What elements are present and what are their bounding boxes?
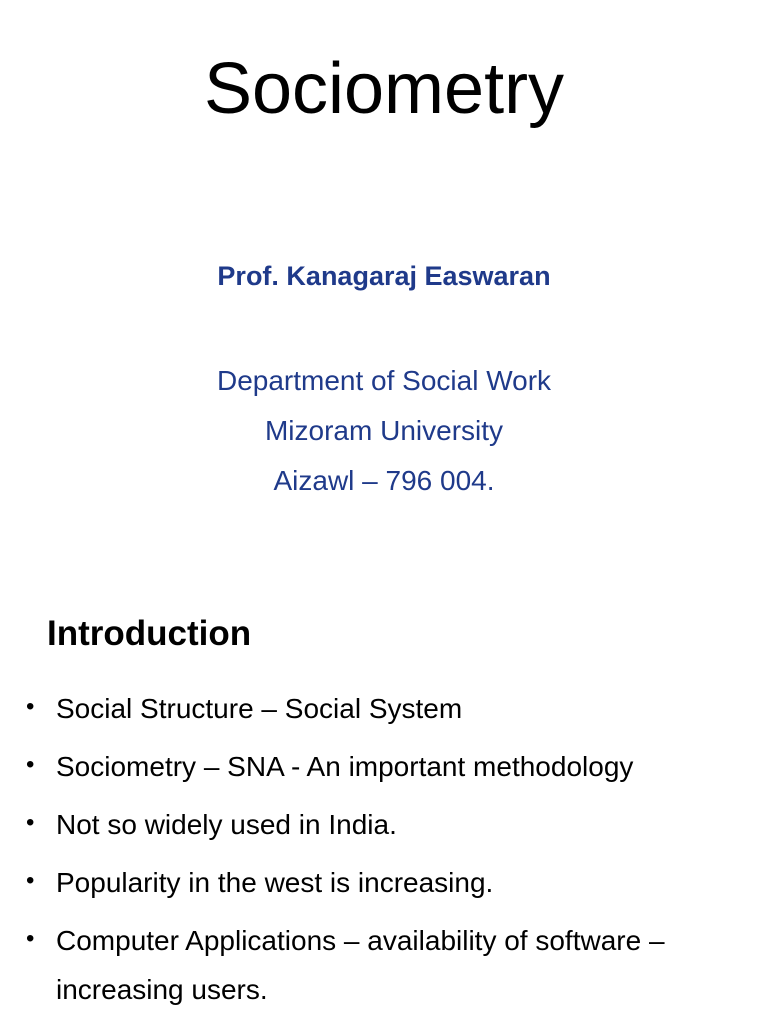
department-line: Department of Social Work <box>216 365 552 396</box>
bullet-dot-icon: • <box>26 751 35 778</box>
bullet-dot-icon: • <box>26 809 35 836</box>
affiliation <box>0 356 768 506</box>
bullet-item <box>0 858 768 907</box>
slide-title: Sociometry <box>203 49 565 129</box>
section-heading: Introduction <box>47 614 252 653</box>
bullet-text: Popularity in the west is increasing. <box>56 867 494 898</box>
bullet-text: Computer Applications – availability of software – increasing users. <box>56 925 665 1005</box>
bullet-item <box>0 684 768 733</box>
bullet-dot-icon: • <box>26 925 35 952</box>
address-line: Aizawl – 796 004. <box>273 465 495 496</box>
bullet-item <box>0 742 768 791</box>
author-name: Prof. Kanagaraj Easwaran <box>217 261 551 291</box>
bullet-dot-icon: • <box>26 693 35 720</box>
bullet-item <box>0 916 768 1014</box>
bullet-text: Not so widely used in India. <box>56 809 397 840</box>
bullet-item <box>0 800 768 849</box>
bullet-text: Sociometry – SNA - An important methodology <box>56 751 634 782</box>
bullet-list <box>0 684 768 1023</box>
bullet-dot-icon: • <box>26 867 35 894</box>
university-line: Mizoram University <box>264 415 504 446</box>
bullet-text: Social Structure – Social System <box>56 693 463 724</box>
